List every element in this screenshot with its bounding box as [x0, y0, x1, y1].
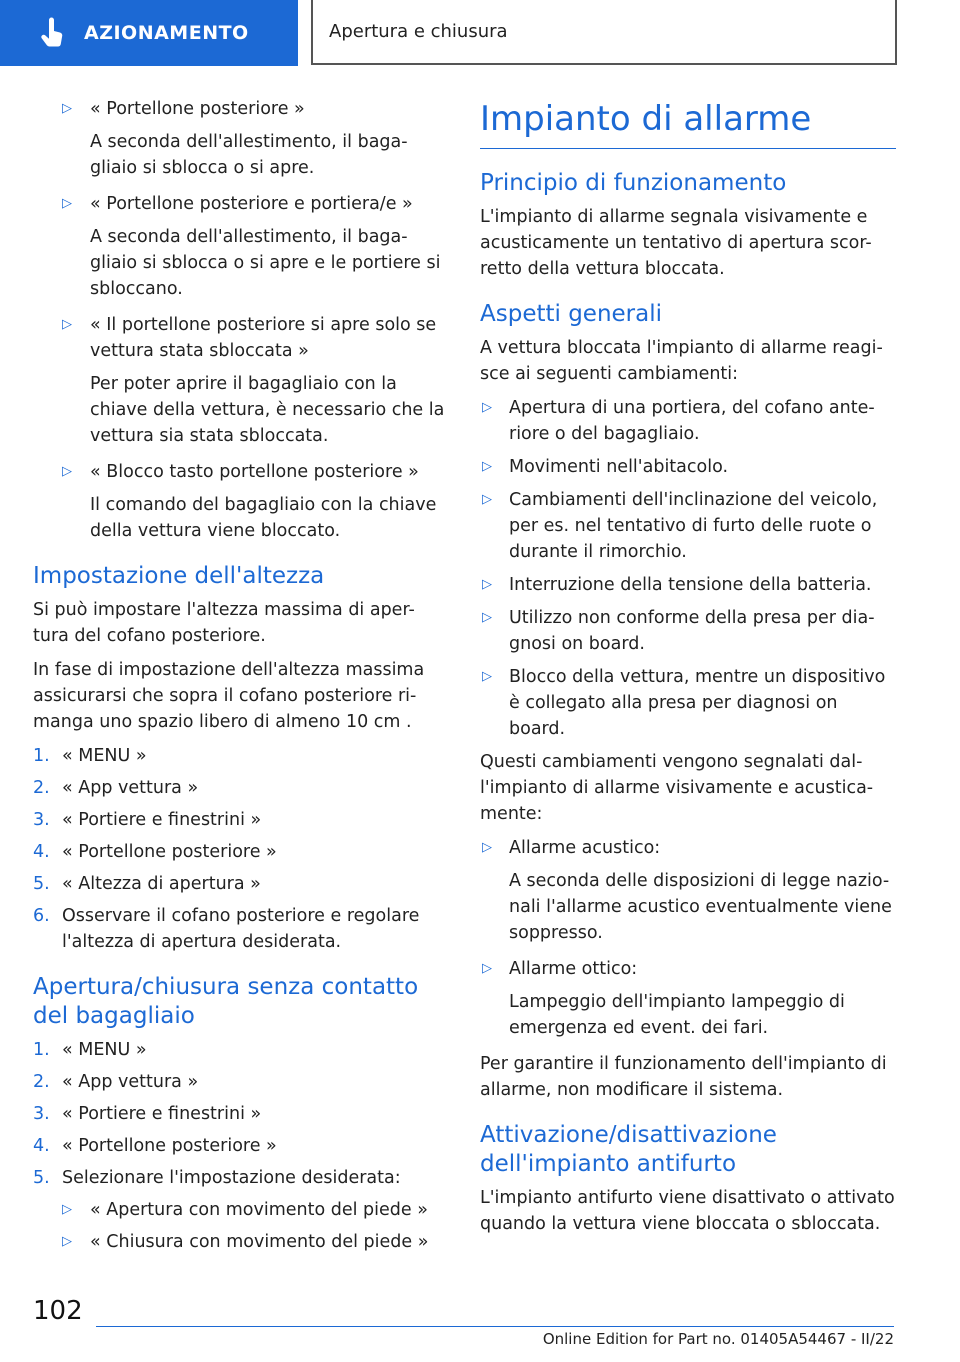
footer-divider	[96, 1326, 894, 1327]
list-item: ▷ « Apertura con movimento del piede »	[33, 1197, 449, 1223]
page-title: Impianto di allarme	[480, 96, 896, 149]
triangle-bullet-icon: ▷	[62, 1234, 72, 1249]
principle-heading: Principio di funzionamento	[480, 170, 787, 196]
list-item: ▷ Apertura di una portiera, del cofano ante-riore o del bagagliaio.	[480, 395, 896, 447]
paragraph: A vettura bloccata l'impianto di allarme reagi-sce ai seguenti cambiamenti:	[480, 338, 883, 384]
section-tab-label: Apertura e chiusura	[329, 21, 508, 42]
step-item: 6. Osservare il cofano posteriore e regolare l'altezza di apertura desiderata.	[33, 906, 420, 952]
list-item: ▷ Allarme acustico:	[480, 835, 896, 861]
list-item: ▷ Cambiamenti dell'inclinazione del veicolo, per es. nel tentativo di furto delle ruote o durante il rimorchio.	[480, 487, 896, 565]
left-column	[33, 96, 449, 1261]
step-item: 4. « Portellone posteriore »	[33, 1136, 277, 1156]
list-item: ▷ Interruzione della tensione della batteria.	[480, 572, 896, 598]
paragraph: Questi cambiamenti vengono segnalati dal-l'impianto di allarme visivamente e acustica-mente:	[480, 752, 874, 824]
edition-note: Online Edition for Part no. 01405A54467 - II/22	[542, 1330, 894, 1348]
step-item: 2. « App vettura »	[33, 778, 199, 798]
step-item: 3. « Portiere e finestrini »	[33, 1104, 262, 1124]
step-item: 2. « App vettura »	[33, 1072, 199, 1092]
list-item: ▷ « Portellone posteriore »	[33, 96, 449, 122]
right-column	[480, 96, 896, 1245]
triangle-bullet-icon: ▷	[482, 577, 492, 592]
chapter-tab[interactable]	[0, 0, 298, 66]
page-number: 102	[33, 1296, 83, 1326]
triangle-bullet-icon: ▷	[482, 961, 492, 976]
list-item: ▷ Allarme ottico:	[480, 956, 896, 982]
list-item: ▷ « Il portellone posteriore si apre solo se vettura stata sbloccata »	[33, 312, 449, 364]
chapter-tab-label: AZIONAMENTO	[84, 22, 249, 44]
list-item: ▷ Movimenti nell'abitacolo.	[480, 454, 896, 480]
height-heading: Impostazione dell'altezza	[33, 563, 325, 589]
list-item-desc: Per poter aprire il bagagliaio con la chiave della vettura, è necessario che la vettura sia stata sbloccata.	[90, 374, 445, 446]
list-item-desc: Il comando del bagagliaio con la chiave della vettura viene bloccato.	[90, 495, 437, 541]
step-item: 1. « MENU »	[33, 746, 147, 766]
list-item: ▷ « Blocco tasto portellone posteriore »	[33, 459, 449, 485]
triangle-bullet-icon: ▷	[482, 669, 492, 684]
step-item: 4. « Portellone posteriore »	[33, 842, 277, 862]
step-item: 1. « MENU »	[33, 1040, 147, 1060]
list-item-desc: Lampeggio dell'impianto lampeggio di emergenza ed event. dei fari.	[509, 992, 845, 1038]
triangle-bullet-icon: ▷	[62, 317, 72, 332]
triangle-bullet-icon: ▷	[482, 840, 492, 855]
list-item: ▷ « Chiusura con movimento del piede »	[33, 1229, 449, 1255]
list-item: ▷ Utilizzo non conforme della presa per dia-gnosi on board.	[480, 605, 896, 657]
triangle-bullet-icon: ▷	[62, 196, 72, 211]
step-item: 5. Selezionare l'impostazione desiderata:	[33, 1168, 401, 1188]
general-heading: Aspetti generali	[480, 301, 663, 327]
handsfree-heading: Apertura/chiusura senza contatto del bagagliaio	[33, 974, 419, 1029]
triangle-bullet-icon: ▷	[482, 459, 492, 474]
list-item: ▷ « Portellone posteriore e portiera/e »	[33, 191, 449, 217]
paragraph: L'impianto antifurto viene disattivato o attivato quando la vettura viene bloccata o sbloccata.	[480, 1188, 895, 1234]
triangle-bullet-icon: ▷	[62, 101, 72, 116]
section-tab[interactable]	[311, 0, 897, 65]
triangle-bullet-icon: ▷	[482, 492, 492, 507]
paragraph: In fase di impostazione dell'altezza massima assicurarsi che sopra il cofano posteriore ri-manga uno spazio libero di almeno 10 cm .	[33, 660, 425, 732]
step-item: 3. « Portiere e finestrini »	[33, 810, 262, 830]
paragraph: Per garantire il funzionamento dell'impianto di allarme, non modificare il sistema.	[480, 1054, 887, 1100]
step-item: 5. « Altezza di apertura »	[33, 874, 261, 894]
list-item-desc: A seconda dell'allestimento, il baga-gliaio si sblocca o si apre e le portiere si sbloccano.	[90, 227, 441, 299]
list-item-desc: A seconda delle disposizioni di legge nazio-nali l'allarme acustico eventualmente viene soppresso.	[509, 871, 892, 943]
triangle-bullet-icon: ▷	[482, 610, 492, 625]
page-header	[0, 0, 960, 66]
list-item-desc: A seconda dell'allestimento, il baga-gliaio si sblocca o si apre.	[90, 132, 408, 178]
hand-pointer-icon	[36, 16, 70, 50]
triangle-bullet-icon: ▷	[62, 464, 72, 479]
triangle-bullet-icon: ▷	[482, 400, 492, 415]
paragraph: Si può impostare l'altezza massima di aper-tura del cofano posteriore.	[33, 600, 415, 646]
paragraph: L'impianto di allarme segnala visivamente e acusticamente un tentativo di apertura scor-retto della vettura bloccata.	[480, 207, 872, 279]
antitheft-heading: Attivazione/disattivazione dell'impianto antifurto	[480, 1122, 777, 1177]
list-item: ▷ Blocco della vettura, mentre un dispositivo è collegato alla presa per diagnosi on board.	[480, 664, 896, 742]
triangle-bullet-icon: ▷	[62, 1202, 72, 1217]
